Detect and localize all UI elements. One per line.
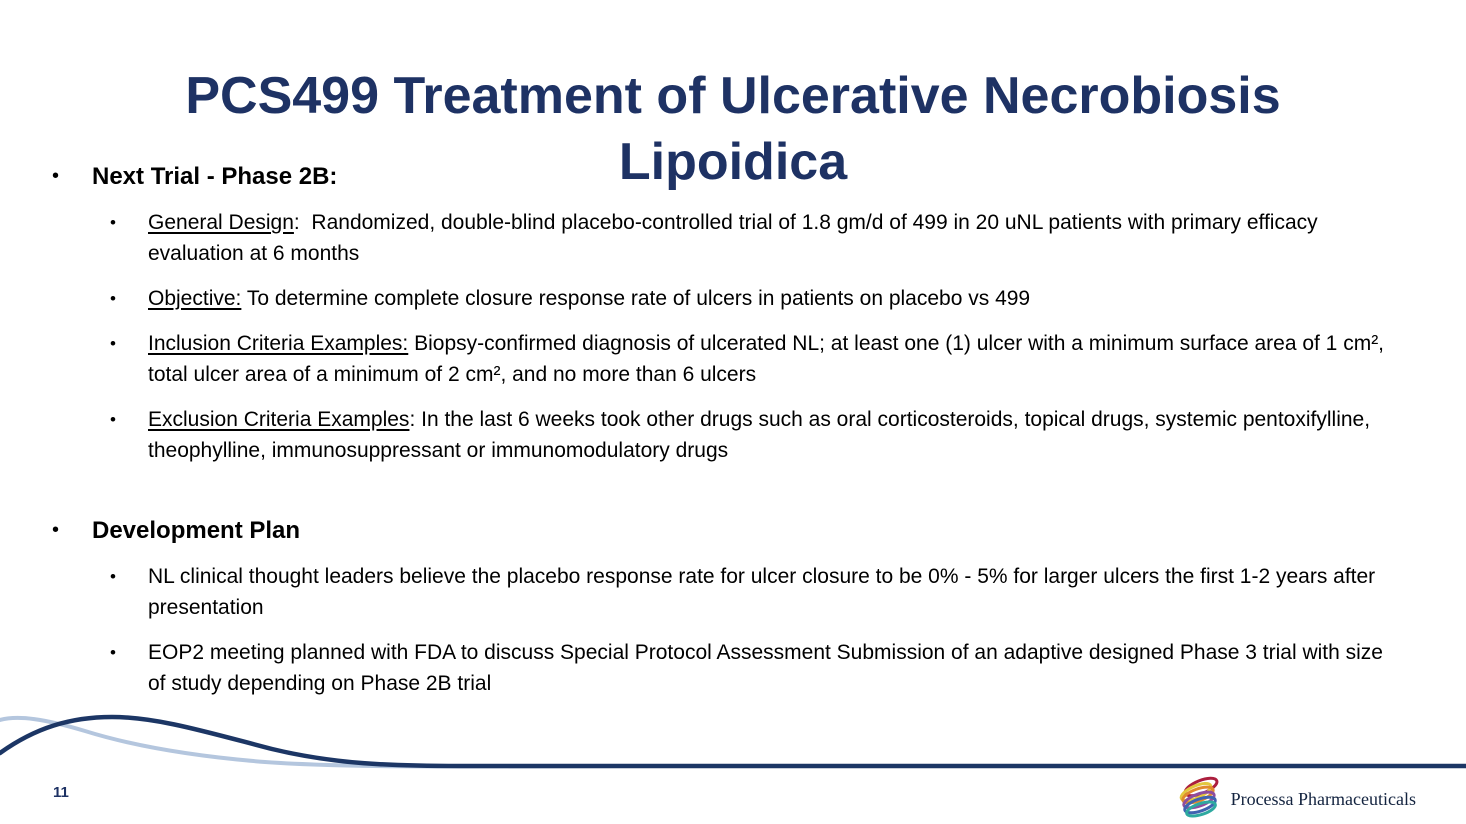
bullet-lead-underlined: Exclusion Criteria Examples	[148, 408, 410, 431]
section-heading: Next Trial - Phase 2B:	[92, 163, 338, 190]
section-heading-row	[52, 516, 1466, 545]
bullet-text	[148, 207, 1396, 269]
bullet-icon: •	[110, 213, 116, 232]
bullet-item-objective	[110, 283, 1466, 314]
bullet-lead-underlined: Inclusion Criteria Examples:	[148, 332, 409, 355]
bullet-body-text: EOP2 meeting planned with FDA to discuss Special Protocol Assessment Submission of an adaptive designed Phase 3 trial with size of study depending on Phase 2B trial	[148, 641, 1383, 695]
bullet-body-text: Biopsy-confirmed diagnosis of ulcerated NL; at least one (1) ulcer with a minimum surface area of 1 cm², total ulcer area of a minimum of 2 cm², and no more than 6 ulcers	[148, 332, 1385, 386]
bullet-body-text: : Randomized, double-blind placebo-controlled trial of 1.8 gm/d of 499 in 20 uNL patients with primary efficacy evaluation at 6 months	[148, 211, 1318, 265]
bullet-lead-underlined: Objective:	[148, 287, 242, 310]
bullet-item-general-design	[110, 207, 1466, 269]
bullet-body-text: : In the last 6 weeks took other drugs such as oral corticosteroids, topical drugs, systemic pentoxifylline, theophylline, immunosuppressant or immunomodulatory drugs	[148, 408, 1371, 462]
slide-title-line1: PCS499 Treatment of Ulcerative Necrobiosis	[185, 66, 1281, 125]
bullet-icon: •	[52, 165, 60, 187]
bullet-body-text: NL clinical thought leaders believe the placebo response rate for ulcer closure to be 0% - 5% for larger ulcers the first 1-2 years after presentation	[148, 565, 1376, 619]
bullet-text	[148, 561, 1396, 623]
bullet-body-text: To determine complete closure response rate of ulcers in patients on placebo vs 499	[241, 287, 1031, 310]
bullet-icon: •	[52, 519, 60, 541]
bullet-icon: •	[110, 410, 116, 429]
slide-title-line2: Lipoidica	[618, 132, 848, 191]
bullet-item-eop2-meeting	[110, 637, 1466, 699]
bullet-icon: •	[110, 643, 116, 662]
slide-body	[0, 162, 1466, 713]
company-logo	[1174, 776, 1416, 822]
bullet-text	[148, 283, 1030, 314]
bullet-icon: •	[110, 567, 116, 586]
section-heading: Development Plan	[92, 517, 301, 544]
bullet-item-exclusion-criteria	[110, 404, 1466, 466]
processa-logo-icon	[1174, 776, 1222, 822]
section-heading-row	[52, 162, 1466, 191]
bullet-text	[148, 328, 1396, 390]
bullet-lead-underlined: General Design	[148, 211, 294, 234]
bullet-text	[148, 637, 1396, 699]
section-development-plan	[0, 516, 1466, 699]
section-next-trial	[0, 162, 1466, 466]
bullet-icon: •	[110, 334, 116, 353]
company-logo-text: Processa Pharmaceuticals	[1230, 788, 1416, 809]
bullet-text	[148, 404, 1396, 466]
page-number: 11	[53, 784, 69, 801]
bullet-item-placebo-response	[110, 561, 1466, 623]
wave-light-curve	[0, 718, 620, 767]
bullet-item-inclusion-criteria	[110, 328, 1466, 390]
bullet-icon: •	[110, 289, 116, 308]
